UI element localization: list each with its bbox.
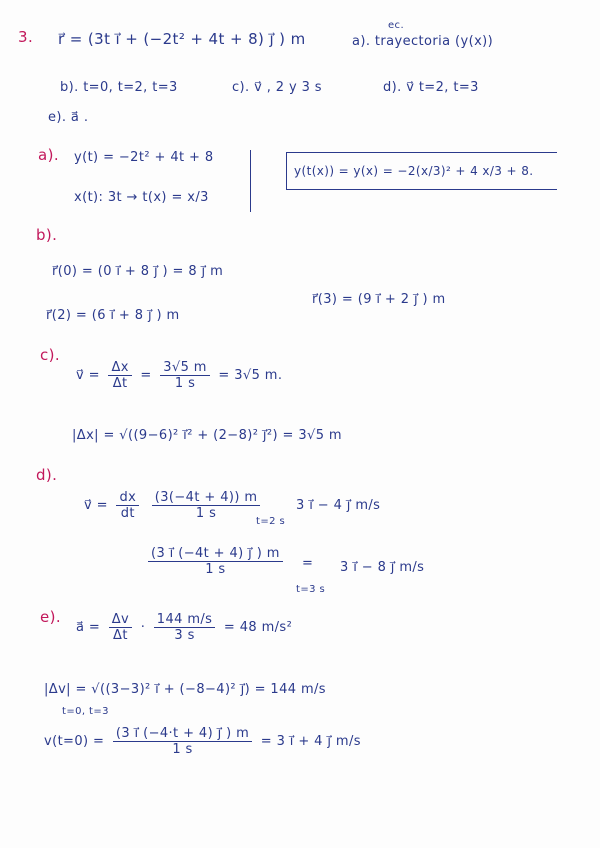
position-equation: r⃗ = (3t i⃗ + (−2t² + 4t + 8) j⃗ ) m (58, 30, 306, 48)
part-e-res3: = 3 i⃗ + 4 j⃗ m/s (260, 734, 361, 749)
part-c-den2: 1 s (174, 376, 196, 391)
part-e-dots: · (140, 620, 146, 635)
task-b: b). t=0, t=2, t=3 (60, 80, 178, 95)
part-e-result: = 48 m/s² (223, 620, 293, 635)
part-b-label: b). (36, 226, 58, 244)
part-d-sub1: t=2 s (256, 516, 286, 527)
part-e-num2: 144 m/s (154, 612, 216, 628)
part-d-num2: (3(−4t + 4)) m (152, 490, 261, 506)
part-c-row (76, 360, 282, 391)
part-c-den1: Δt (112, 376, 128, 391)
part-d-label: d). (36, 466, 58, 484)
part-a-line2: x(t): 3t → t(x) = x/3 (74, 190, 209, 205)
part-e-frac2 (154, 612, 216, 643)
part-d-num1: dx (116, 490, 139, 506)
part-b-r3: r⃗(3) = (9 i⃗ + 2 j⃗ ) m (312, 292, 446, 307)
part-e-label: e). (40, 608, 62, 626)
part-e-den1: Δt (113, 628, 128, 643)
problem-number: 3. (18, 28, 34, 46)
part-d-row1 (84, 490, 264, 521)
part-c-result: = 3√5 m. (218, 368, 283, 383)
part-d-den2: 1 s (195, 506, 217, 521)
part-e-frac1 (109, 612, 132, 643)
part-a-brace (250, 150, 251, 212)
part-d-res2: 3 i⃗ − 8 j⃗ m/s (340, 560, 425, 575)
part-c-label: c). (40, 346, 61, 364)
task-c: c). v⃗ , 2 y 3 s (232, 80, 322, 95)
part-d-frac2 (152, 490, 261, 521)
task-d: d). v⃗ t=2, t=3 (383, 80, 479, 95)
part-d-frac3 (148, 546, 283, 577)
part-d-res1: 3 i⃗ − 4 j⃗ m/s (296, 498, 381, 513)
part-c-eq: = (140, 368, 152, 383)
part-e-den2: 3 s (174, 628, 195, 643)
part-e-den3: 1 s (172, 742, 193, 757)
part-c-frac2 (160, 360, 210, 391)
part-d-frac1 (116, 490, 139, 521)
part-a-label: a). (38, 146, 60, 164)
part-c-num2: 3√5 m (160, 360, 210, 376)
part-c-num1: Δx (108, 360, 131, 376)
part-e-dv: |Δv| = √((3−3)² i⃗ + (−8−4)² j⃗) = 144 m/s (44, 682, 326, 697)
ec-note: ec. (388, 20, 405, 31)
part-e-frac3 (113, 726, 252, 757)
part-c-frac1 (108, 360, 131, 391)
part-e-num3: (3 i⃗ (−4·t + 4) j⃗ ) m (113, 726, 252, 742)
part-c-v-lhs: v⃗ = (76, 368, 100, 383)
part-d-num3: (3 i⃗ (−4t + 4) j⃗ ) m (148, 546, 283, 562)
part-e-row1 (76, 612, 292, 643)
part-c-magnitude: |Δx| = √((9−6)² i⃗² + (2−8)² j⃗²) = 3√5 m (72, 428, 342, 443)
part-d-eq2: = (302, 556, 314, 571)
part-a-line1: y(t) = −2t² + 4t + 8 (74, 150, 214, 165)
part-b-r2: r⃗(2) = (6 i⃗ + 8 j⃗ ) m (46, 308, 180, 323)
part-e-dv-sub: t=0, t=3 (62, 706, 109, 717)
part-e-v-lhs: v(t=0) = (44, 734, 105, 749)
part-d-sub2: t=3 s (296, 584, 326, 595)
task-e: e). a⃗ . (48, 110, 89, 125)
part-d-den3: 1 s (205, 562, 226, 577)
part-a-result: y(t(x)) = y(x) = −2(x/3)² + 4 x/3 + 8. (294, 164, 534, 178)
part-b-r0: r⃗(0) = (0 i⃗ + 8 j⃗ ) = 8 j⃗ m (52, 264, 224, 279)
part-d-v-lhs: v⃗ = (84, 498, 108, 513)
part-e-row3 (44, 726, 361, 757)
part-e-a-lhs: a⃗ = (76, 620, 101, 635)
part-d-row2 (144, 546, 287, 577)
part-d-den1: dt (120, 506, 135, 521)
part-e-num1: Δv (109, 612, 132, 628)
task-a: a). trayectoria (y(x)) (352, 34, 494, 49)
